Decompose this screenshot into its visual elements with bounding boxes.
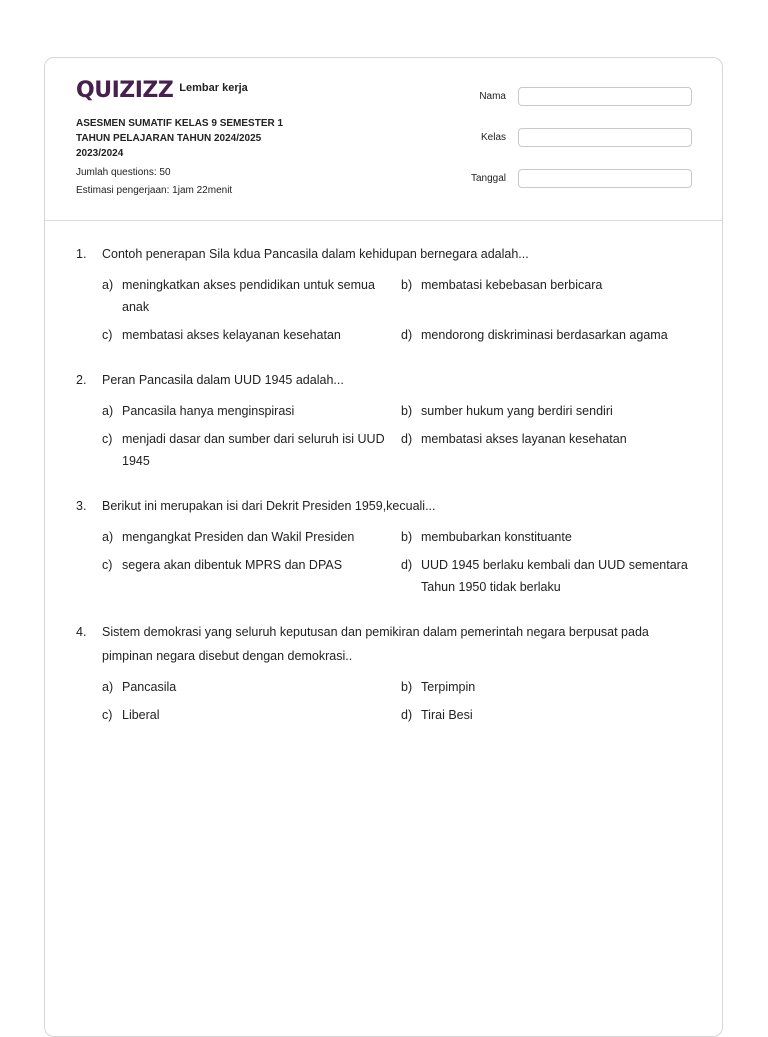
option-b[interactable]	[401, 526, 701, 548]
question-stem	[76, 368, 696, 392]
question-text: Peran Pancasila dalam UUD 1945 adalah...	[102, 373, 344, 387]
question-text: Berikut ini merupakan isi dari Dekrit Presiden 1959,kecuali...	[102, 499, 436, 513]
worksheet-header	[45, 58, 722, 221]
option-text: meningkatkan akses pendidikan untuk semua anak	[122, 278, 375, 314]
answer-options	[102, 676, 696, 726]
option-letter: c)	[102, 558, 113, 572]
question-stem	[76, 242, 696, 266]
option-text: membatasi akses layanan kesehatan	[421, 432, 627, 446]
option-text: Liberal	[122, 708, 160, 722]
option-text: mengangkat Presiden dan Wakil Presiden	[122, 530, 355, 544]
question-4	[76, 620, 696, 726]
option-letter: c)	[102, 708, 113, 722]
class-input[interactable]	[518, 128, 692, 147]
option-letter: c)	[102, 328, 113, 342]
option-b[interactable]	[401, 676, 701, 698]
option-text: membubarkan konstituante	[421, 530, 572, 544]
option-a[interactable]	[102, 400, 401, 422]
option-d[interactable]	[401, 428, 701, 472]
option-letter: c)	[102, 432, 113, 446]
title-line: 2023/2024	[76, 148, 124, 159]
time-estimate: Estimasi pengerjaan: 1jam 22menit	[76, 185, 233, 196]
class-field-row	[446, 128, 692, 147]
option-text: membatasi akses kelayanan kesehatan	[122, 328, 341, 342]
question-stem	[76, 620, 696, 668]
answer-options	[102, 274, 696, 346]
option-text: mendorong diskriminasi berdasarkan agama	[421, 328, 668, 342]
option-text: membatasi kebebasan berbicara	[421, 278, 603, 292]
option-letter: d)	[401, 432, 413, 446]
option-text: Tirai Besi	[421, 708, 473, 722]
question-list	[76, 242, 696, 748]
question-stem	[76, 494, 696, 518]
option-text: Terpimpin	[421, 680, 476, 694]
title-line: ASESMEN SUMATIF KELAS 9 SEMESTER 1	[76, 118, 284, 129]
option-c[interactable]	[102, 704, 401, 726]
worksheet-page	[44, 57, 723, 1037]
option-text: Pancasila hanya menginspirasi	[122, 404, 295, 418]
option-c[interactable]	[102, 428, 401, 472]
question-3	[76, 494, 696, 598]
question-number: 1.	[76, 247, 87, 261]
quizizz-logo	[76, 80, 248, 102]
option-letter: d)	[401, 708, 413, 722]
option-text: UUD 1945 berlaku kembali dan UUD sementara Tahun 1950 tidak berlaku	[421, 558, 688, 594]
title-line: TAHUN PELAJARAN TAHUN 2024/2025	[76, 133, 262, 144]
option-a[interactable]	[102, 526, 401, 548]
name-field-row	[446, 87, 692, 106]
option-a[interactable]	[102, 676, 401, 698]
class-label: Kelas	[480, 132, 506, 143]
question-2	[76, 368, 696, 472]
date-label: Tanggal	[470, 173, 506, 184]
option-c[interactable]	[102, 324, 401, 346]
option-text: Pancasila	[122, 680, 177, 694]
option-c[interactable]	[102, 554, 401, 598]
logo-wordmark: QUIZIZZ	[76, 78, 174, 103]
option-d[interactable]	[401, 324, 701, 346]
question-number: 3.	[76, 499, 87, 513]
option-b[interactable]	[401, 274, 701, 318]
question-1	[76, 242, 696, 346]
option-letter: b)	[401, 404, 413, 418]
option-letter: a)	[102, 680, 114, 694]
option-letter: b)	[401, 278, 413, 292]
question-text: Contoh penerapan Sila kdua Pancasila dalam kehidupan bernegara adalah...	[102, 247, 529, 261]
question-text: Sistem demokrasi yang seluruh keputusan dan pemikiran dalam pemerintah negara berpusat pada pimpinan negara disebut dengan demokrasi..	[102, 625, 649, 663]
option-letter: b)	[401, 680, 413, 694]
answer-options	[102, 400, 696, 472]
option-letter: a)	[102, 404, 114, 418]
question-count: Jumlah questions: 50	[76, 167, 171, 178]
option-letter: a)	[102, 278, 114, 292]
worksheet-label: Lembar kerja	[179, 82, 248, 94]
option-text: menjadi dasar dan sumber dari seluruh isi UUD 1945	[122, 432, 385, 468]
date-input[interactable]	[518, 169, 692, 188]
option-letter: b)	[401, 530, 413, 544]
option-text: sumber hukum yang berdiri sendiri	[421, 404, 613, 418]
worksheet-title	[76, 116, 326, 161]
option-d[interactable]	[401, 704, 701, 726]
answer-options	[102, 526, 696, 598]
question-number: 2.	[76, 373, 87, 387]
date-field-row	[446, 169, 692, 188]
option-a[interactable]	[102, 274, 401, 318]
option-text: segera akan dibentuk MPRS dan DPAS	[122, 558, 343, 572]
name-input[interactable]	[518, 87, 692, 106]
worksheet-meta	[76, 164, 232, 200]
option-letter: d)	[401, 558, 413, 572]
option-d[interactable]	[401, 554, 701, 598]
option-letter: d)	[401, 328, 413, 342]
option-b[interactable]	[401, 400, 701, 422]
option-letter: a)	[102, 530, 114, 544]
name-label: Nama	[479, 91, 506, 102]
question-number: 4.	[76, 625, 87, 639]
